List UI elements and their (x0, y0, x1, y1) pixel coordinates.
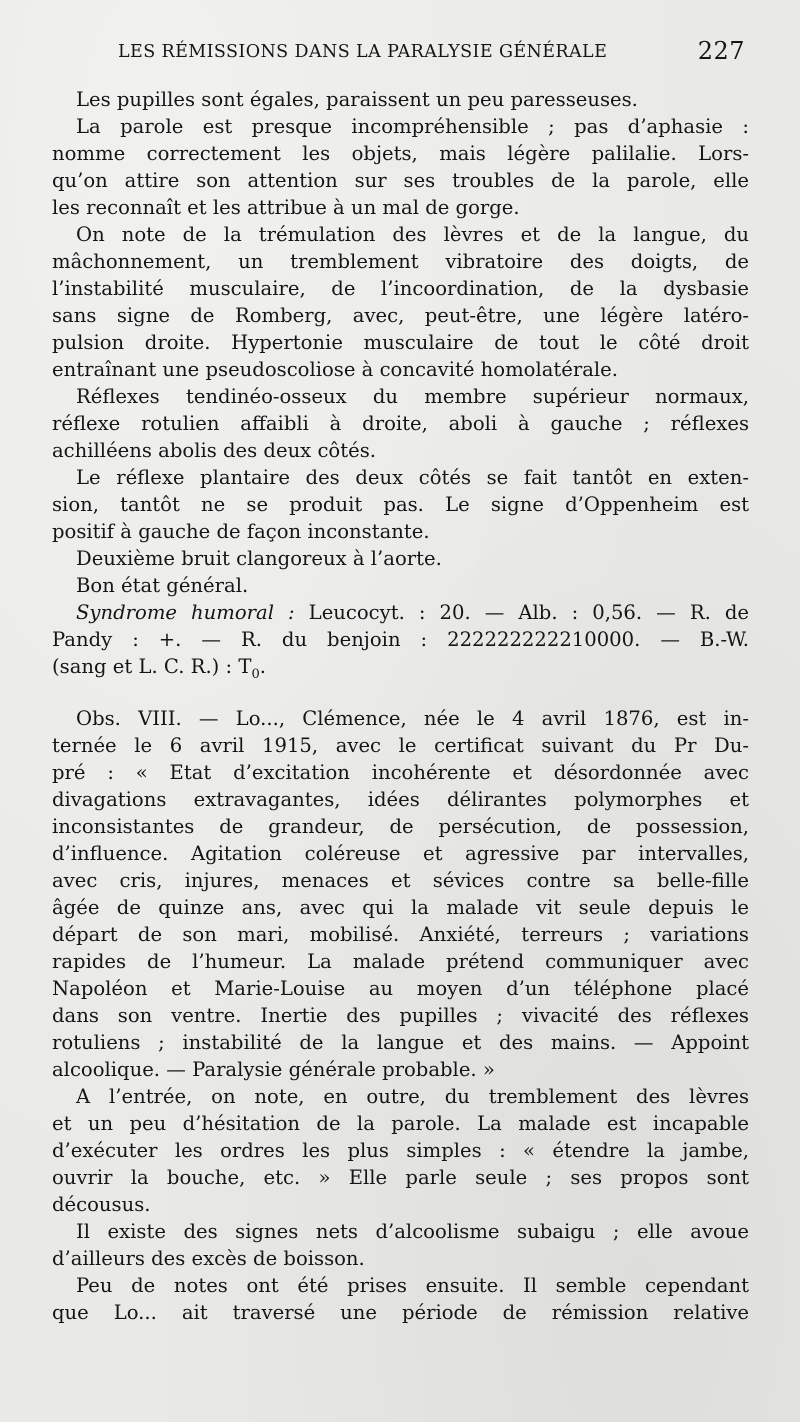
humoral-syndrome-paragraph (52, 599, 749, 680)
text-line: ouvrir la bouche, etc. » Elle parle seule ; ses propos sont (52, 1166, 749, 1189)
text-line: réflexe rotulien affaibli à droite, aboli à gauche ; réflexes (52, 412, 749, 435)
text-line: d’exécuter les ordres les plus simples : « étendre la jambe, (52, 1139, 749, 1162)
text-line: nomme correctement les objets, mais légère palilalie. Lors- (52, 142, 749, 165)
text-line: Napoléon et Marie-Louise au moyen d’un téléphone placé (52, 977, 749, 1000)
text-line: rapides de l’humeur. La malade prétend communiquer avec (52, 950, 749, 973)
text-line: que Lo... ait traversé une période de rémission relative (52, 1301, 749, 1324)
text-line: Peu de notes ont été prises ensuite. Il semble cependant (76, 1274, 749, 1297)
running-title: LES RÉMISSIONS DANS LA PARALYSIE GÉNÉRALE (118, 42, 608, 62)
observation-vii-continuation (52, 86, 749, 599)
text-line: A l’entrée, on note, en outre, du tremblement des lèvres (76, 1085, 749, 1108)
humoral-label: Syndrome humoral : (76, 601, 295, 624)
text-line: qu’on attire son attention sur ses troubles de la parole, elle (52, 169, 749, 192)
text-line: Le réflexe plantaire des deux côtés se fait tantôt en exten- (76, 466, 749, 489)
text-line (52, 653, 749, 680)
page-number: 227 (697, 37, 745, 65)
text-line: achilléens abolis des deux côtés. (52, 439, 376, 462)
text-line: pulsion droite. Hypertonie musculaire de tout le côté droit (52, 331, 749, 354)
text-line: Les pupilles sont égales, paraissent un peu paresseuses. (76, 88, 638, 111)
text-line (52, 599, 749, 626)
text-line: d’ailleurs des excès de boisson. (52, 1247, 365, 1270)
text-line: sans signe de Romberg, avec, peut-être, une légère latéro- (52, 304, 749, 327)
text-line: dans son ventre. Inertie des pupilles ; vivacité des réflexes (52, 1004, 749, 1027)
text-line: ternée le 6 avril 1915, avec le certificat suivant du Pr Du- (52, 734, 749, 757)
humoral-line3-end: . (259, 655, 266, 678)
text-line: âgée de quinze ans, avec qui la malade vit seule depuis le (52, 896, 749, 919)
text-line: La parole est presque incompréhensible ; pas d’aphasie : (76, 115, 749, 138)
text-line: rotuliens ; instabilité de la langue et des mains. — Appoint (52, 1031, 749, 1054)
text-line: alcoolique. — Paralysie générale probable. » (52, 1058, 495, 1081)
text-line: inconsistantes de grandeur, de persécution, de possession, (52, 815, 749, 838)
text-line: Il existe des signes nets d’alcoolisme subaigu ; elle avoue (76, 1220, 749, 1243)
text-line: Pandy : +. — R. du benjoin : 222222222210000. — B.-W. (52, 628, 749, 651)
text-line: l’instabilité musculaire, de l’incoordination, de la dysbasie (52, 277, 749, 300)
text-line: avec cris, injures, menaces et sévices contre sa belle-fille (52, 869, 749, 892)
running-head (52, 37, 745, 74)
text-line: mâchonnement, un tremblement vibratoire des doigts, de (52, 250, 749, 273)
humoral-line1: Leucocyt. : 20. — Alb. : 0,56. — R. de (294, 601, 749, 624)
text-line: les reconnaît et les attribue à un mal de gorge. (52, 196, 520, 219)
text-line: d’influence. Agitation coléreuse et agressive par intervalles, (52, 842, 749, 865)
subscript: 0 (251, 666, 260, 682)
paragraph-gap (52, 680, 749, 705)
humoral-line3: (sang et L. C. R.) : T (52, 655, 252, 678)
text-line: Réflexes tendinéo-osseux du membre supérieur normaux, (76, 385, 749, 408)
text-line: entraînant une pseudoscoliose à concavité homolatérale. (52, 358, 619, 381)
text-line: Deuxième bruit clangoreux à l’aorte. (76, 547, 442, 570)
text-line: Bon état général. (76, 574, 249, 597)
text-line: On note de la trémulation des lèvres et de la langue, du (76, 223, 749, 246)
text-line: sion, tantôt ne se produit pas. Le signe d’Oppenheim est (52, 493, 749, 516)
text-line: et un peu d’hésitation de la parole. La malade est incapable (52, 1112, 749, 1135)
text-line: positif à gauche de façon inconstante. (52, 520, 430, 543)
text-line: décousus. (52, 1193, 151, 1216)
body-text (52, 86, 749, 1326)
text-line: départ de son mari, mobilisé. Anxiété, terreurs ; variations (52, 923, 749, 946)
text-line: Obs. VIII. — Lo..., Clémence, née le 4 avril 1876, est in- (76, 707, 749, 730)
text-line: divagations extravagantes, idées délirantes polymorphes et (52, 788, 749, 811)
observation-viii (52, 705, 749, 1326)
text-line: pré : « Etat d’excitation incohérente et désordonnée avec (52, 761, 749, 784)
